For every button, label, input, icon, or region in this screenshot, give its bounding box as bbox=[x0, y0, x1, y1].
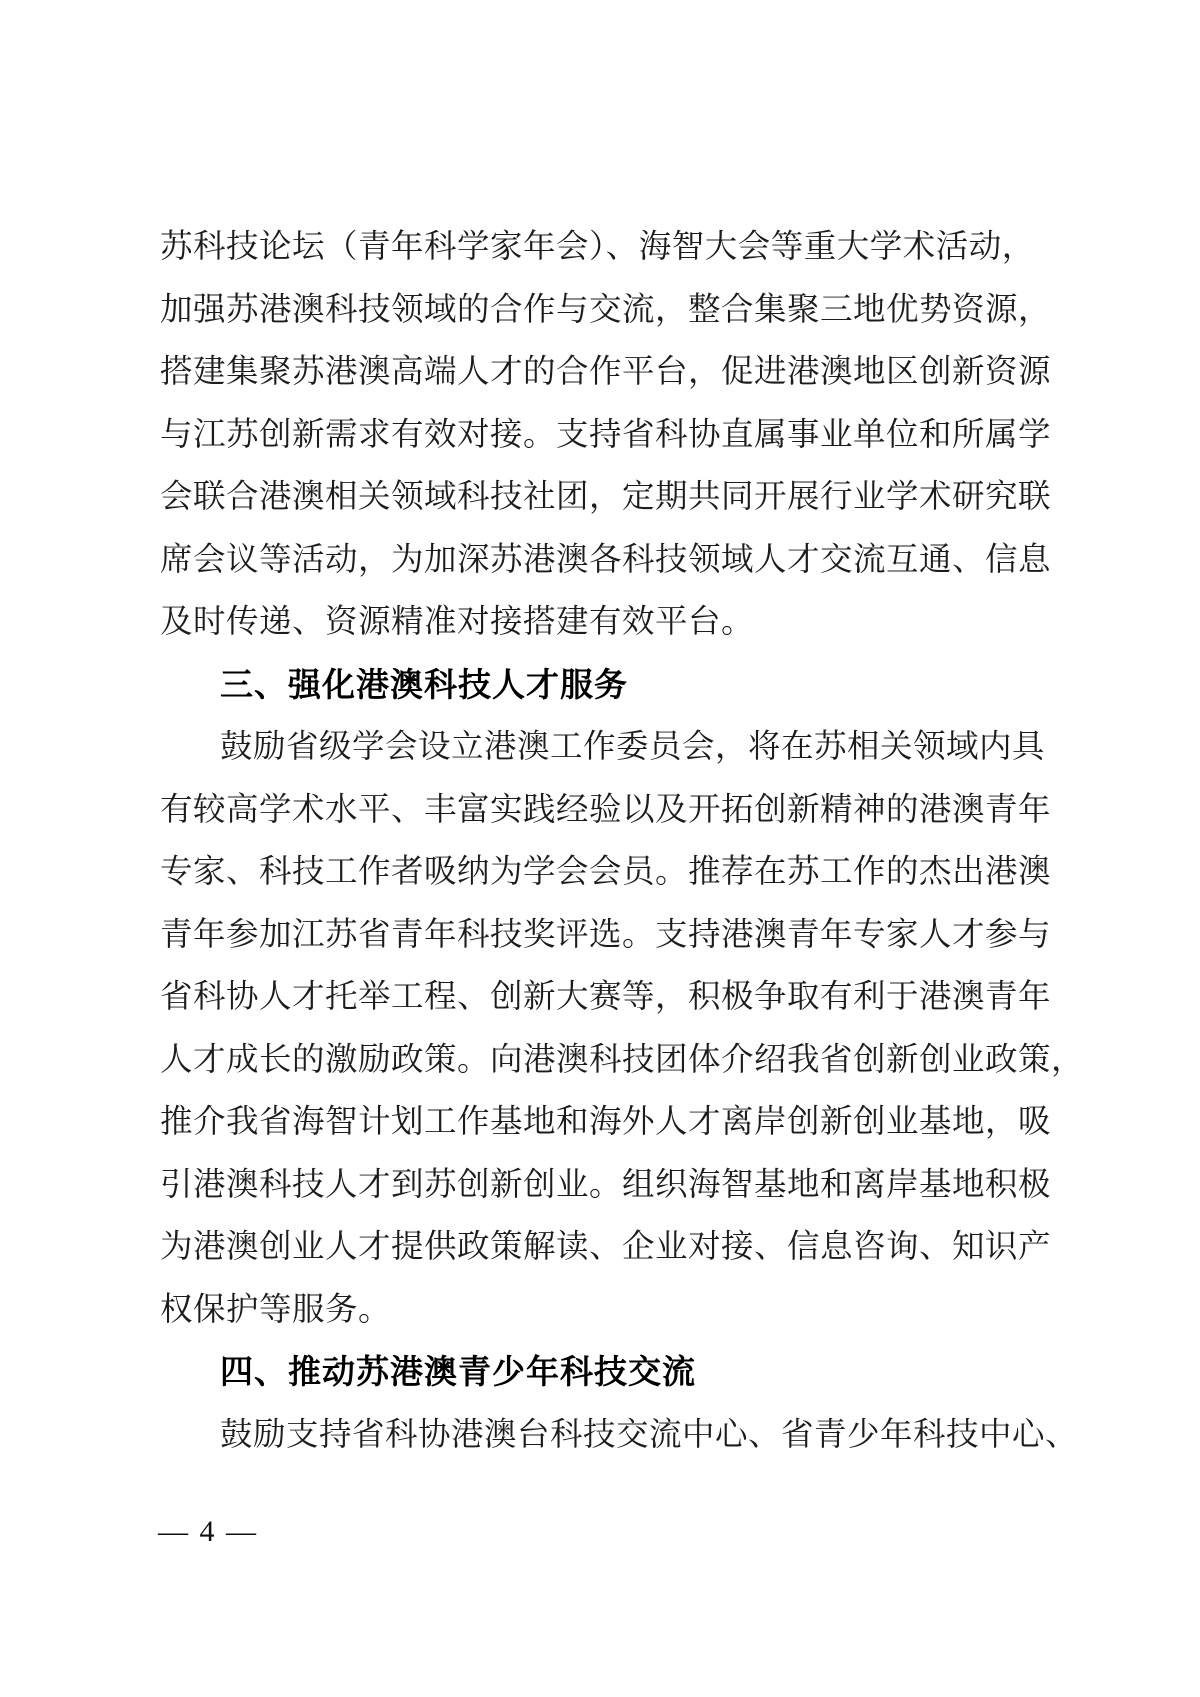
text-line: 鼓励省级学会设立港澳工作委员会，将在苏相关领域内具 bbox=[220, 729, 1046, 765]
text-line: 鼓励支持省科协港澳台科技交流中心、省青少年科技中心、 bbox=[220, 1416, 1079, 1453]
document-body bbox=[160, 216, 1085, 1466]
text-line: 搭建集聚苏港澳高端人才的合作平台，促进港澳地区创新资源 bbox=[160, 354, 1052, 390]
text-line: 青年参加江苏省青年科技奖评选。支持港澳青年专家人才参与 bbox=[160, 916, 1052, 953]
paragraph-section-3 bbox=[160, 716, 1085, 1341]
text-line: 席会议等活动，为加深苏港澳各科技领域人才交流互通、信息 bbox=[160, 541, 1052, 578]
text-line: 专家、科技工作者吸纳为学会会员。推荐在苏工作的杰出港澳 bbox=[160, 854, 1052, 890]
text-line: 为港澳创业人才提供政策解读、企业对接、信息咨询、知识产 bbox=[160, 1229, 1052, 1265]
text-line: 引港澳科技人才到苏创新创业。组织海智基地和离岸基地积极 bbox=[160, 1166, 1052, 1203]
text-line: 与江苏创新需求有效对接。支持省科协直属事业单位和所属学 bbox=[160, 416, 1052, 453]
text-line: 权保护等服务。 bbox=[160, 1291, 392, 1328]
page-number: — 4 — bbox=[158, 1515, 258, 1548]
text-line: 推介我省海智计划工作基地和海外人才离岸创新创业基地，吸 bbox=[160, 1104, 1052, 1140]
text-line: 有较高学术水平、丰富实践经验以及开拓创新精神的港澳青年 bbox=[160, 791, 1052, 828]
text-line: 及时传递、资源精准对接搭建有效平台。 bbox=[160, 604, 755, 640]
text-line: 会联合港澳相关领域科技社团，定期共同开展行业学术研究联 bbox=[160, 479, 1052, 515]
text-line: 加强苏港澳科技领域的合作与交流，整合集聚三地优势资源， bbox=[160, 291, 1052, 328]
paragraph-section-4 bbox=[160, 1404, 1079, 1467]
text-line: 省科协人才托举工程、创新大赛等，积极争取有利于港澳青年 bbox=[160, 979, 1052, 1015]
text-line: 苏科技论坛（青年科学家年会）、海智大会等重大学术活动， bbox=[160, 229, 1035, 265]
text-line: 人才成长的激励政策。向港澳科技团体介绍我省创新创业政策， bbox=[160, 1041, 1085, 1078]
section-heading-4: 四、推动苏港澳青少年科技交流 bbox=[220, 1353, 696, 1390]
paragraph-continuation bbox=[160, 216, 1052, 654]
section-heading-3: 三、强化港澳科技人才服务 bbox=[220, 665, 628, 703]
